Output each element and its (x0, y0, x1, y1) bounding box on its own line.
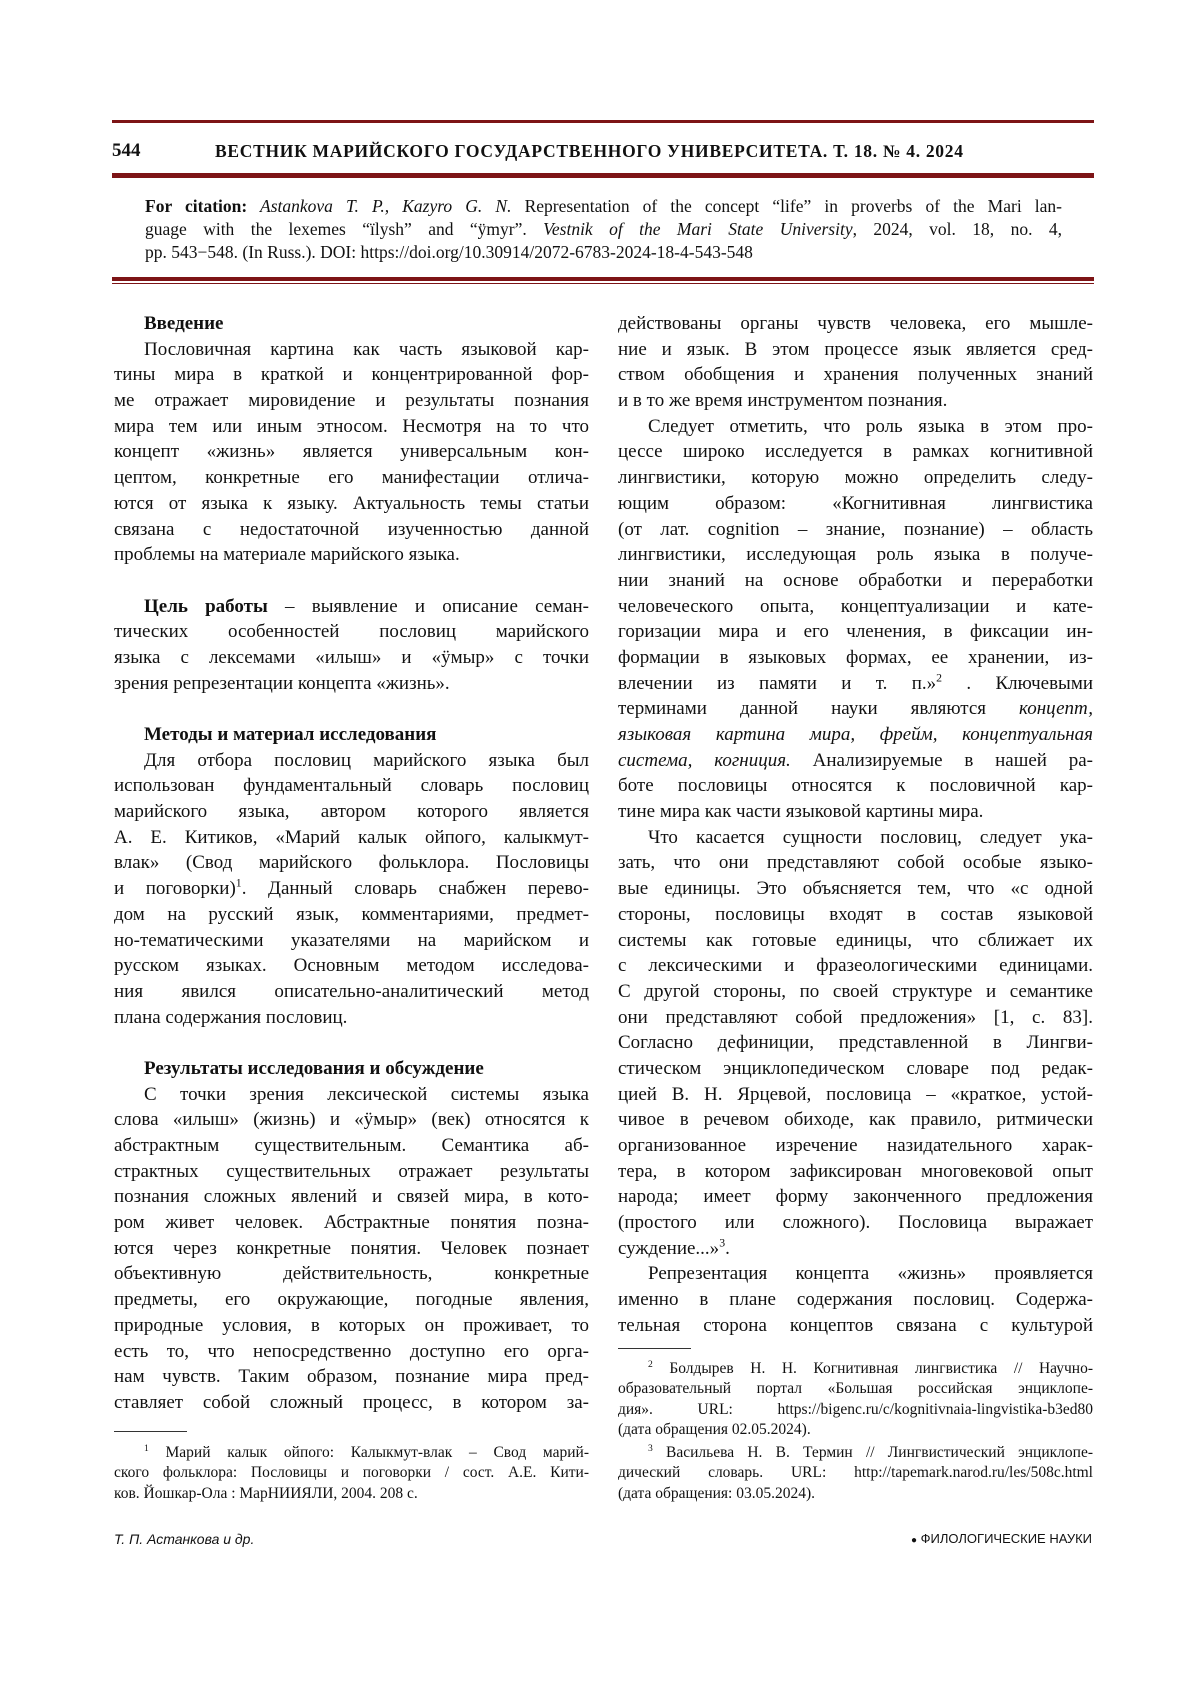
italic-term: система, когниция. (618, 750, 791, 771)
citation-text: Representation of the concept “life” in proverbs of the Mari lan- (511, 196, 1062, 216)
text-line: и в то же время инструментом познания. (618, 388, 1093, 414)
footnote-line (618, 1359, 1093, 1379)
text-line: Согласно дефиниции, представленной в Лингви- (618, 1030, 1093, 1056)
journal-title: ВЕСТНИК МАРИЙСКОГО ГОСУДАРСТВЕННОГО УНИВЕРСИТЕТА. Т. 18. № 4. 2024 (215, 139, 964, 163)
italic-term: концепт, (1019, 698, 1093, 719)
text-line: мира тем или иным этносом. Несмотря на то что (114, 414, 589, 440)
citation-doi-line: pp. 543−548. (In Russ.). DOI: https://doi.org/10.30914/2072-6783-2024-18-4-543-548 (145, 241, 1062, 264)
blank-line (114, 568, 589, 594)
page-number: 544 (112, 139, 141, 163)
footnote-line: ского фольклора: Пословицы и поговорки / сост. А.Е. Кити- (114, 1463, 589, 1483)
footnote-line (618, 1443, 1093, 1463)
text-line: ются от языка к языку. Актуальность темы статьи (114, 491, 589, 517)
heading-text: Методы и материал исследования (144, 724, 436, 745)
citation-rule-thin (112, 283, 1094, 285)
text-line: природные условия, в которых он проживает, то (114, 1313, 589, 1339)
footnote-mark: 1 (144, 1443, 149, 1454)
blank-line (114, 1030, 589, 1056)
text-line: нии знаний на основе обработки и переработки (618, 568, 1093, 594)
citation-block (145, 195, 1062, 264)
footnote-line: (дата обращения 02.05.2024). (618, 1420, 1093, 1440)
text-line (114, 594, 589, 620)
text-line: цией В. Н. Ярцевой, пословица – «краткое, устой- (618, 1082, 1093, 1108)
text-line: формации в языковых формах, ее хранении, из- (618, 645, 1093, 671)
footnote-line: (дата обращения: 03.05.2024). (618, 1484, 1093, 1504)
text-line: абстрактным существительным. Семантика аб- (114, 1133, 589, 1159)
text-line: ются через конкретные понятия. Человек познает (114, 1236, 589, 1262)
section-heading-results (114, 1056, 589, 1082)
footnote-separator (114, 1431, 187, 1432)
text-line: зрения репрезентации концепта «жизнь». (114, 671, 589, 697)
citation-label: For citation: (145, 196, 247, 216)
text-line: ющим образом: «Когнитивная лингвистика (618, 491, 1093, 517)
text-span: – выявление и описание семан- (268, 596, 589, 617)
citation-authors: Astankova T. P., Kazyro G. N. (247, 196, 511, 216)
footnote-ref-2[interactable]: 2 (936, 671, 942, 684)
text-line: системы как готовые единицы, что сближает их (618, 928, 1093, 954)
text-line: тине мира как части языковой картины мира. (618, 799, 1093, 825)
text-line: действованы органы чувств человека, его мышле- (618, 311, 1093, 337)
footer-authors: Т. П. Астанкова и др. (114, 1530, 254, 1548)
footnote-mark: 2 (648, 1359, 653, 1370)
text-span: терминами данной науки являются (618, 698, 1019, 719)
text-line: Репрезентация концепта «жизнь» проявляется (618, 1261, 1093, 1287)
text-line: марийского языка, автором которого является (114, 799, 589, 825)
text-line: использован фундаментальный словарь пословиц (114, 773, 589, 799)
text-line: стороны, пословицы входят в состав языковой (618, 902, 1093, 928)
header-top-rule (112, 120, 1094, 123)
text-line: но-тематическими указателями на марийском и (114, 928, 589, 954)
text-line: зать, что они представляют собой особые языко- (618, 850, 1093, 876)
footnote-line[interactable]: дический словарь. URL: http://tapemark.narod.ru/les/508c.html (618, 1463, 1093, 1483)
footnote-3 (618, 1443, 1093, 1504)
text-line: ром живет человек. Абстрактные понятия позна- (114, 1210, 589, 1236)
heading-text: Введение (144, 313, 224, 334)
text-span: и поговорки) (114, 878, 236, 899)
goal-label: Цель работы (144, 596, 268, 617)
footnote-ref-1[interactable]: 1 (236, 877, 242, 890)
text-span: . Данный словарь снабжен перево- (242, 878, 589, 899)
text-line (618, 696, 1093, 722)
text-line: тины мира в краткой и концентрированной фор- (114, 362, 589, 388)
text-line (618, 722, 1093, 748)
text-line: именно в плане содержания пословиц. Содержа- (618, 1287, 1093, 1313)
text-line (618, 671, 1093, 697)
text-line: концепт «жизнь» является универсальным кон- (114, 439, 589, 465)
text-span: . Ключевыми (942, 673, 1093, 694)
text-line: боте пословицы относятся к пословичной кар- (618, 773, 1093, 799)
citation-text: , 2024, vol. 18, no. 4, (853, 219, 1062, 239)
citation-line (145, 195, 1062, 218)
text-span: . (725, 1238, 730, 1259)
text-line: С точки зрения лексической системы языка (114, 1082, 589, 1108)
heading-text: Результаты исследования и обсуждение (144, 1058, 484, 1079)
text-line: лингвистики, которую можно определить следу- (618, 465, 1093, 491)
text-line: нам чувств. Таким образом, познание мира пред- (114, 1364, 589, 1390)
text-line: тических особенностей пословиц марийского (114, 619, 589, 645)
text-line: тельная сторона концептов связана с культурой (618, 1313, 1093, 1339)
text-line: тера, в котором зафиксирован многовековой опыт (618, 1159, 1093, 1185)
text-line: есть то, что непосредственно доступно его орга- (114, 1339, 589, 1365)
footer-section (911, 1530, 1092, 1550)
text-line: С другой стороны, по своей структуре и семантике (618, 979, 1093, 1005)
text-line: дом на русский язык, комментариями, предмет- (114, 902, 589, 928)
text-line: человеческого опыта, концептуализации и кате- (618, 594, 1093, 620)
text-line (114, 876, 589, 902)
citation-text: guage with the lexemes “ïlysh” and “ÿmyr”. (145, 219, 543, 239)
citation-line (145, 218, 1062, 241)
section-label: ФИЛОЛОГИЧЕСКИЕ НАУКИ (921, 1531, 1092, 1546)
text-line: плана содержания пословиц. (114, 1005, 589, 1031)
text-line: предметы, его окружающие, погодные явления, (114, 1287, 589, 1313)
footnote-line: ков. Йошкар-Ола : МарНИИЯЛИ, 2004. 208 с. (114, 1484, 589, 1504)
text-line: объективную действительность, конкретные (114, 1261, 589, 1287)
footnote-1 (114, 1443, 589, 1504)
footnote-2 (618, 1359, 1093, 1441)
text-line: Следует отметить, что роль языка в этом про- (618, 414, 1093, 440)
citation-rule-thick (112, 277, 1094, 281)
running-header (112, 139, 1094, 163)
right-column (618, 311, 1093, 1339)
text-line: чивое в речевом обиходе, как правило, ритмически (618, 1107, 1093, 1133)
text-span: влечении из памяти и т. п.» (618, 673, 936, 694)
text-line: влак» (Свод марийского фольклора. Пословицы (114, 850, 589, 876)
footnote-line: образовательный портал «Большая российская энциклопе- (618, 1379, 1093, 1399)
text-line (618, 1236, 1093, 1262)
text-line: ставляет собой сложный процесс, в котором за- (114, 1390, 589, 1416)
text-line: связана с недостаточной изученностью данной (114, 517, 589, 543)
italic-term: языковая картина мира, фрейм, концептуальная (618, 724, 1093, 745)
text-line: проблемы на материале марийского языка. (114, 542, 589, 568)
text-line: вые единицы. Это объясняется тем, что «с одной (618, 876, 1093, 902)
blank-line (114, 696, 589, 722)
footnote-mark: 3 (648, 1443, 653, 1454)
text-line: народа; имеет форму законченного предложения (618, 1184, 1093, 1210)
text-line: слова «илыш» (жизнь) и «ӱмыр» (век) относятся к (114, 1107, 589, 1133)
text-line: цессе широко исследуется в рамках когнитивной (618, 439, 1093, 465)
text-line: А. Е. Китиков, «Марий калык ойпого, калыкмут- (114, 825, 589, 851)
text-line: Что касается сущности пословиц, следует ука- (618, 825, 1093, 851)
bullet-icon: ● (911, 1535, 917, 1546)
text-line: страктных существительных отражает результаты (114, 1159, 589, 1185)
text-span: Васильева Н. В. Термин // Лингвистический энциклопе- (653, 1444, 1093, 1461)
text-line: лингвистики, исследующая роль языка в получе- (618, 542, 1093, 568)
section-heading-methods (114, 722, 589, 748)
text-line: с лексическими и фразеологическими единицами. (618, 953, 1093, 979)
text-line: языка с лексемами «илыш» и «ӱмыр» с точки (114, 645, 589, 671)
text-line: ме отражает мировидение и результаты познания (114, 388, 589, 414)
text-line: познания сложных явлений и связей мира, в кото- (114, 1184, 589, 1210)
text-line: Пословичная картина как часть языковой кар- (114, 337, 589, 363)
section-heading-introduction (114, 311, 589, 337)
citation-journal: Vestnik of the Mari State University (543, 219, 852, 239)
text-line: Для отбора пословиц марийского языка был (114, 748, 589, 774)
text-span: Болдырев Н. Н. Когнитивная лингвистика // Научно- (653, 1360, 1093, 1377)
text-line: они представляют собой предложения» [1, с. 83]. (618, 1005, 1093, 1031)
text-span: Анализируемые в нашей ра- (791, 750, 1093, 771)
left-column (114, 311, 589, 1416)
text-line: русском языках. Основным методом исследова- (114, 953, 589, 979)
text-line: горизации мира и его членения, в фиксации ин- (618, 619, 1093, 645)
text-line: стическом энциклопедическом словаре под редак- (618, 1056, 1093, 1082)
text-line: ством обобщения и хранения полученных знаний (618, 362, 1093, 388)
text-span: Марий калык ойпого: Калыкмут-влак – Свод марий- (149, 1444, 589, 1461)
text-span: суждение...» (618, 1238, 719, 1259)
footnote-ref-3[interactable]: 3 (719, 1236, 725, 1249)
text-line: ние и язык. В этом процессе язык является сред- (618, 337, 1093, 363)
footnote-line (114, 1443, 589, 1463)
footnote-line[interactable]: дия». URL: https://bigenc.ru/c/kognitivnaia-lingvistika-b3ed80 (618, 1400, 1093, 1420)
footnote-separator (618, 1348, 691, 1349)
text-line: организованное изречение назидательного харак- (618, 1133, 1093, 1159)
text-line: (простого или сложного). Пословица выражает (618, 1210, 1093, 1236)
text-line: (от лат. cognition – знание, познание) – область (618, 517, 1093, 543)
text-line (618, 748, 1093, 774)
text-line: ния явился описательно-аналитический метод (114, 979, 589, 1005)
text-line: цептом, конкретные его манифестации отлича- (114, 465, 589, 491)
header-bottom-rule (112, 173, 1094, 178)
